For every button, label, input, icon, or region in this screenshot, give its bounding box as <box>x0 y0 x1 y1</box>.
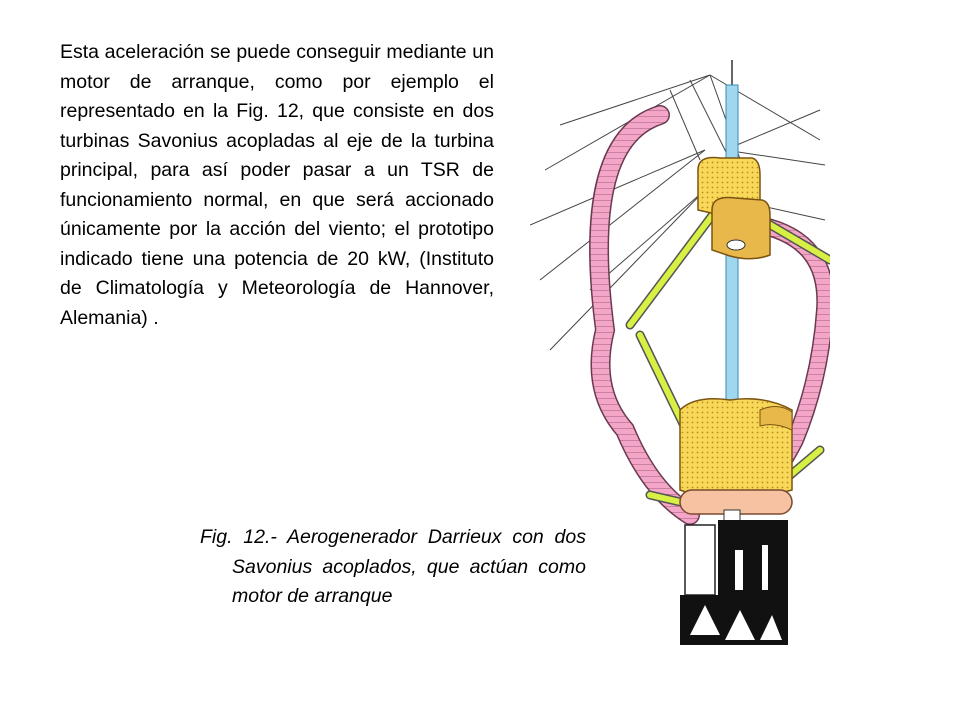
figure-caption: Fig. 12.- Aerogenerador Darrieux con dos Savonius acoplados, que actúan como motor de arranque <box>200 526 586 607</box>
base-tower <box>680 520 788 645</box>
lower-savonius <box>680 399 792 497</box>
body-paragraph: Esta aceleración se puede conseguir mediante un motor de arranque, como por ejemplo el representado en la Fig. 12, que consiste en dos turbinas Savonius acopladas al eje de la turbina principal, para así poder pasar a un TSR de funcionamiento normal, en que será accionado únicamente por la acción del viento; el prototipo indicado tiene una potencia de 20 kW, (Instituto de Climatología y Meteorología de Hannover, Alemania) . <box>60 41 494 329</box>
darrieus-turbine-illustration <box>530 50 830 650</box>
upper-savonius <box>698 158 770 259</box>
guy-wires <box>530 75 825 350</box>
